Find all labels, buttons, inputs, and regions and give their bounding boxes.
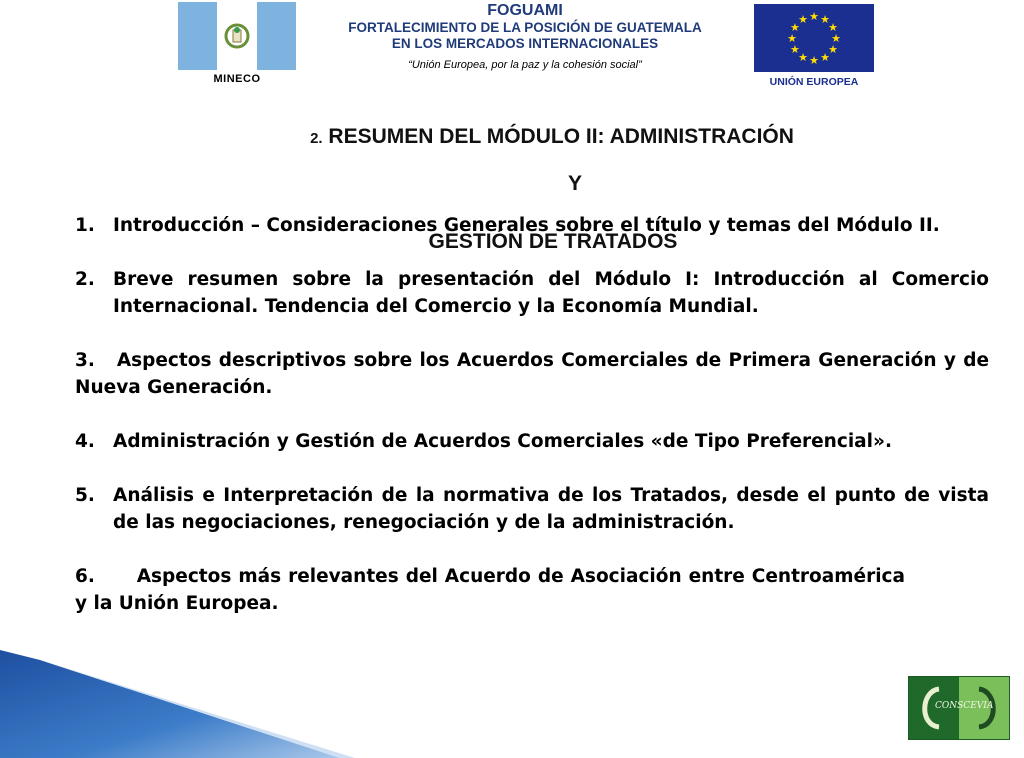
title-conjunction: Y <box>567 172 582 195</box>
title-main: RESUMEN DEL MÓDULO II: ADMINISTRACIÓN <box>328 125 794 148</box>
eu-logo <box>754 4 874 90</box>
header-line-1: FORTALECIMIENTO DE LA POSICIÓN DE GUATEMALA <box>348 20 702 35</box>
header-banner <box>300 2 750 71</box>
mineco-label: MINECO <box>213 73 261 85</box>
conscevia-logo-icon <box>908 676 1010 740</box>
item-text: Breve resumen sobre la presentación del Módulo I: Introducción al Comercio Internacional. Tendencia del Comercio y la Economía Mundial. <box>113 269 989 317</box>
title-second-line: GESTIÓN DE TRATADOS <box>428 230 678 253</box>
eu-star-icon: ★ <box>798 51 808 65</box>
list-item <box>75 347 996 401</box>
eu-star-icon: ★ <box>789 43 800 56</box>
list-item <box>75 212 989 239</box>
eu-star-icon: ★ <box>787 32 797 45</box>
item-number: 2. <box>75 269 95 290</box>
item-text: Administración y Gestión de Acuerdos Comerciales «de Tipo Preferencial». <box>113 431 892 452</box>
item-text: Introducción – Consideraciones Generales sobre el título y temas del Módulo II. <box>113 215 940 236</box>
summary-list <box>75 212 996 644</box>
item-text: Aspectos descriptivos sobre los Acuerdos Comerciales de Primera Generación y de Nueva Generación. <box>75 350 996 398</box>
foguami-title: FOGUAMI <box>487 2 563 19</box>
eu-star-icon: ★ <box>789 21 800 34</box>
item-number: 3. <box>75 350 95 371</box>
eu-star-icon: ★ <box>831 32 841 45</box>
eu-star-icon: ★ <box>828 21 839 34</box>
item-text: Aspectos más relevantes del Acuerdo de Asociación entre Centroamérica y la Unión Europea. <box>75 566 912 614</box>
list-item <box>75 482 989 536</box>
header-line-2: EN LOS MERCADOS INTERNACIONALES <box>391 36 659 51</box>
eu-star-icon: ★ <box>820 51 830 65</box>
eu-flag-icon <box>754 4 874 72</box>
item-number: 6. <box>75 566 95 587</box>
eu-star-icon: ★ <box>820 12 830 26</box>
list-item <box>75 266 989 320</box>
list-item <box>75 428 989 455</box>
corner-logo-text: CONSCEVIA <box>935 701 994 711</box>
item-number: 1. <box>75 215 95 236</box>
eu-label: UNIÓN EUROPEA <box>769 76 859 88</box>
eu-star-icon: ★ <box>828 43 839 56</box>
corner-swoosh-decoration <box>0 650 360 758</box>
page-title <box>80 122 1024 154</box>
item-text: Análisis e Interpretación de la normativa de los Tratados, desde el punto de vista de las negociaciones, renegociación y de la administración. <box>113 485 989 533</box>
item-number: 5. <box>75 485 95 506</box>
eu-star-icon: ★ <box>809 10 819 23</box>
title-number: 2. <box>310 130 323 147</box>
guatemala-flag-icon <box>178 2 296 70</box>
coat-of-arms-icon <box>222 21 252 51</box>
mineco-logo <box>178 2 296 88</box>
item-number: 4. <box>75 431 95 452</box>
header-slogan: “Unión Europea, por la paz y la cohesión social” <box>408 59 642 71</box>
eu-star-icon: ★ <box>809 54 819 67</box>
eu-star-icon: ★ <box>798 12 808 26</box>
list-item <box>75 563 912 617</box>
